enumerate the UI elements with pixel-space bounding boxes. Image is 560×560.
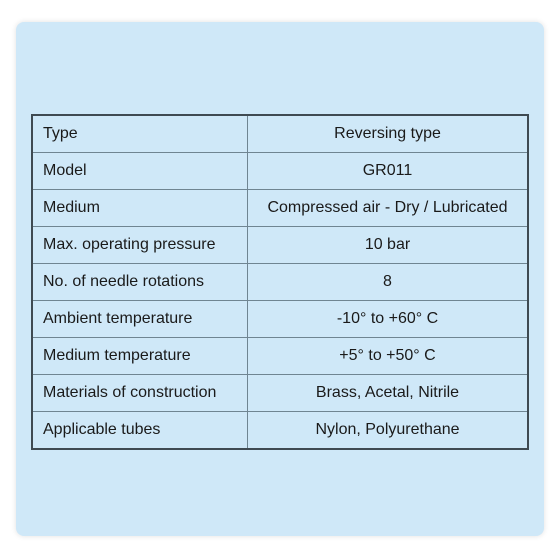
spec-value: 8: [248, 264, 529, 301]
spec-label: Model: [32, 153, 248, 190]
spec-label: Ambient temperature: [32, 301, 248, 338]
table-row: [32, 338, 528, 375]
table-row: [32, 115, 528, 153]
table-row: [32, 412, 528, 450]
table-row: [32, 190, 528, 227]
table-row: [32, 301, 528, 338]
spec-value: Brass, Acetal, Nitrile: [248, 375, 529, 412]
table-row: [32, 264, 528, 301]
spec-value: Nylon, Polyurethane: [248, 412, 529, 450]
spec-value: -10° to +60° C: [248, 301, 529, 338]
spec-label: Max. operating pressure: [32, 227, 248, 264]
spec-label: Medium temperature: [32, 338, 248, 375]
spec-card: [16, 22, 544, 536]
spec-value: 10 bar: [248, 227, 529, 264]
spec-label: Materials of construction: [32, 375, 248, 412]
spec-label: Medium: [32, 190, 248, 227]
spec-label: Applicable tubes: [32, 412, 248, 450]
table-row: [32, 227, 528, 264]
spec-label: Type: [32, 115, 248, 153]
spec-label: No. of needle rotations: [32, 264, 248, 301]
spec-value: Compressed air - Dry / Lubricated: [248, 190, 529, 227]
spec-value: +5° to +50° C: [248, 338, 529, 375]
spec-value: Reversing type: [248, 115, 529, 153]
spec-value: GR011: [248, 153, 529, 190]
table-row: [32, 375, 528, 412]
table-row: [32, 153, 528, 190]
spec-table: [31, 114, 529, 450]
